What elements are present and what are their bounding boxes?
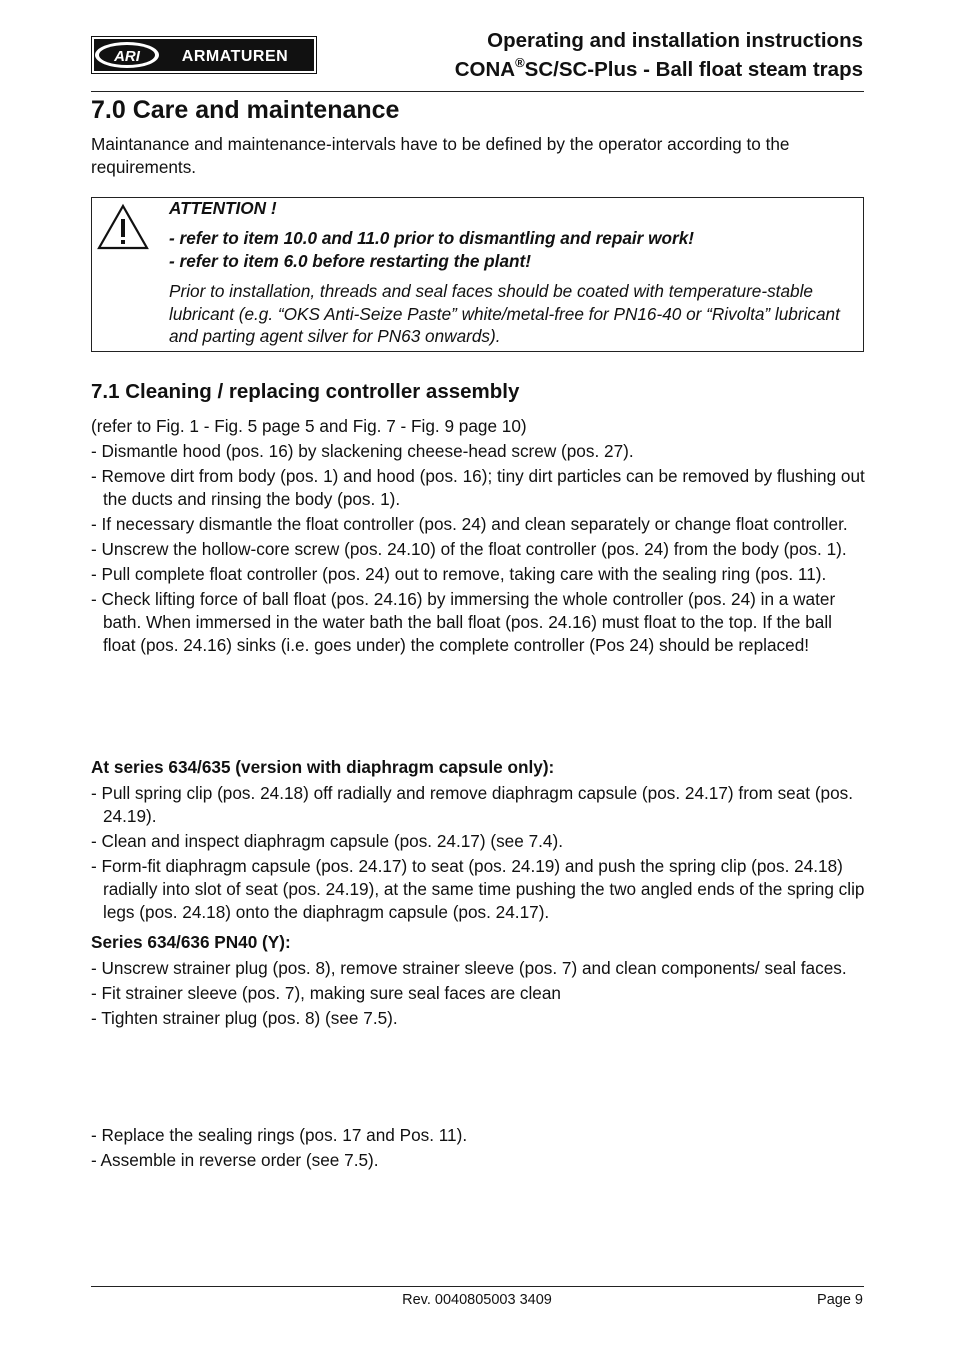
strainer-steps-list — [91, 957, 866, 1032]
list-item: - Pull spring clip (pos. 24.18) off radially and remove diaphragm capsule (pos. 24.17) from seat (pos. 24.19). — [91, 783, 854, 826]
header-divider — [91, 91, 864, 92]
revision-number: Rev. 0040805003 3409 — [402, 1292, 552, 1308]
product-subtitle: SC/SC-Plus - Ball float steam traps — [524, 58, 863, 81]
attention-line-2: - refer to item 6.0 before restarting the plant! — [169, 251, 531, 271]
section-heading-cleaning: 7.1 Cleaning / replacing controller assembly — [91, 380, 520, 403]
list-item: - Tighten strainer plug (pos. 8) (see 7.5). — [91, 1008, 398, 1028]
cleaning-steps-list — [91, 440, 866, 659]
diaphragm-steps-list — [91, 782, 866, 926]
warning-triangle-icon — [96, 203, 150, 251]
list-item: - Unscrew strainer plug (pos. 8), remove strainer sleeve (pos. 7) and clean components/ seal faces. — [91, 958, 847, 978]
list-item: - Clean and inspect diaphragm capsule (pos. 24.17) (see 7.4). — [91, 831, 563, 851]
final-steps-list — [91, 1124, 866, 1174]
document-title — [455, 26, 863, 84]
attention-line-1: - refer to item 10.0 and 11.0 prior to dismantling and repair work! — [169, 228, 694, 248]
footer-divider — [91, 1286, 864, 1287]
logo-brand-text: ARMATUREN — [181, 48, 289, 65]
document-title-line2 — [455, 55, 863, 84]
attention-title: ATTENTION ! — [169, 198, 277, 218]
list-item: - Pull complete float controller (pos. 24) out to remove, taking care with the sealing ring (pos. 11). — [91, 564, 827, 584]
list-item: - Check lifting force of ball float (pos. 24.16) by immersing the whole controller (pos. 24) in a water bath. When immersed in the water bath the ball float (pos. 24.16) must float to the top. If the ball float (pos. 24.16) sinks (i.e. goes under) the complete controller (Pos 24) should be replaced! — [91, 589, 836, 655]
list-item: - Assemble in reverse order (see 7.5). — [91, 1150, 379, 1170]
list-item: - Form-fit diaphragm capsule (pos. 24.17) to seat (pos. 24.19) and push the spring clip (pos. 24.18) radially into slot of seat (pos. 24.19), at the same time pushing the two angled ends of the spring clip legs (pos. 24.18) onto the diaphragm capsule (pos. 24.17). — [91, 856, 865, 922]
registered-mark: ® — [515, 55, 525, 70]
ari-armaturen-logo — [91, 36, 317, 74]
list-item: - If necessary dismantle the float controller (pos. 24) and clean separately or change float controller. — [91, 514, 848, 534]
attention-note: Prior to installation, threads and seal faces should be coated with temperature-stable lubricant (e.g. “OKS Anti-Seize Paste” white/metal-free for PN16-40 or “Rivolta” lubricant and parting agent silver for PN63 onwards). — [169, 281, 840, 346]
subheading-series-634-636: Series 634/636 PN40 (Y): — [91, 932, 291, 952]
document-title-line1: Operating and installation instructions — [487, 29, 863, 52]
product-name: CONA — [454, 58, 516, 81]
figure-reference: (refer to Fig. 1 - Fig. 5 page 5 and Fig. 7 - Fig. 9 page 10) — [91, 416, 527, 436]
page-number: Page 9 — [817, 1292, 863, 1308]
list-item: - Replace the sealing rings (pos. 17 and Pos. 11). — [91, 1125, 468, 1145]
list-item: - Dismantle hood (pos. 16) by slackening cheese-head screw (pos. 27). — [91, 441, 634, 461]
list-item: - Unscrew the hollow-core screw (pos. 24.10) of the float controller (pos. 24) from the body (pos. 1). — [91, 539, 847, 559]
section-heading-care-maintenance: 7.0 Care and maintenance — [91, 96, 400, 124]
subheading-series-634-635: At series 634/635 (version with diaphragm capsule only): — [91, 757, 555, 777]
list-item: - Remove dirt from body (pos. 1) and hood (pos. 16); tiny dirt particles can be removed by flushing out the ducts and rinsing the body (pos. 1). — [91, 466, 865, 509]
list-item: - Fit strainer sleeve (pos. 7), making sure seal faces are clean — [91, 983, 561, 1003]
section-intro-paragraph: Maintanance and maintenance-intervals have to be defined by the operator according to the requirements. — [91, 134, 790, 177]
logo-ari-text: ARI — [114, 48, 140, 65]
